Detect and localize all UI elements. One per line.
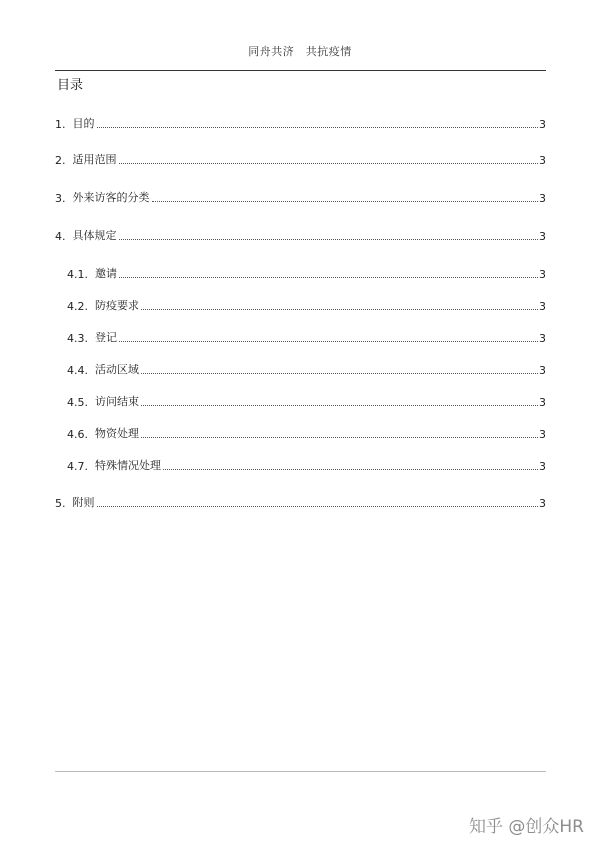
- toc-entry-page: 3: [539, 460, 546, 473]
- toc-entry-3[interactable]: [55, 189, 546, 205]
- page-header-title: 同舟共济 共抗疫情: [248, 45, 352, 58]
- toc-entry-2[interactable]: [55, 151, 546, 167]
- toc-entry-number: 4.2.: [67, 300, 95, 313]
- toc-entry-number: 3.: [55, 192, 73, 205]
- toc-entry-page: 3: [539, 230, 546, 243]
- toc-entry-label: 活动区域: [94, 363, 139, 376]
- toc-entry-label: 邀请: [94, 267, 117, 280]
- toc-entry-label: 外来访客的分类: [72, 191, 150, 204]
- toc-entry-number: 1.: [55, 118, 73, 131]
- toc-entry-page: 3: [539, 396, 546, 409]
- toc-entry-1[interactable]: [55, 115, 546, 131]
- toc-dot-leader: [119, 239, 539, 240]
- toc-entry-label: 适用范围: [72, 153, 117, 166]
- toc-entry-number: 4.1.: [67, 268, 95, 281]
- toc-entry-4-6[interactable]: [67, 425, 546, 441]
- toc-entry-label: 特殊情况处理: [94, 459, 161, 472]
- toc-dot-leader: [97, 506, 539, 507]
- toc-entry-4-5[interactable]: [67, 393, 546, 409]
- toc-entry-page: 3: [539, 192, 546, 205]
- toc-dot-leader: [141, 437, 538, 438]
- toc-dot-leader: [119, 341, 538, 342]
- toc-entry-number: 4.5.: [67, 396, 95, 409]
- toc-entry-label: 目的: [72, 117, 95, 130]
- toc-entry-number: 4.7.: [67, 460, 95, 473]
- toc-entry-page: 3: [539, 154, 546, 167]
- toc-entry-4-3[interactable]: [67, 329, 546, 345]
- toc-entry-4-4[interactable]: [67, 361, 546, 377]
- toc-entry-page: 3: [539, 497, 546, 510]
- toc-entry-page: 3: [539, 364, 546, 377]
- toc-entry-number: 4.4.: [67, 364, 95, 377]
- toc-dot-leader: [163, 469, 538, 470]
- toc-entry-4-2[interactable]: [67, 297, 546, 313]
- toc-entry-4-1[interactable]: [67, 265, 546, 281]
- toc-entry-4-7[interactable]: [67, 457, 546, 473]
- toc-dot-leader: [152, 201, 539, 202]
- toc-entry-page: 3: [539, 268, 546, 281]
- footer-divider: [55, 771, 546, 772]
- toc-entry-5[interactable]: [55, 494, 546, 510]
- toc-entry-number: 4.6.: [67, 428, 95, 441]
- toc-entry-label: 附则: [72, 496, 95, 509]
- toc-dot-leader: [141, 373, 538, 374]
- toc-dot-leader: [141, 309, 538, 310]
- toc-dot-leader: [119, 163, 539, 164]
- header-divider: [55, 70, 546, 71]
- toc-entry-page: 3: [539, 428, 546, 441]
- toc-dot-leader: [141, 405, 538, 406]
- watermark-text: 知乎 @创众HR: [469, 817, 584, 837]
- toc-entry-page: 3: [539, 300, 546, 313]
- toc-entry-label: 物资处理: [94, 427, 139, 440]
- toc-entry-number: 2.: [55, 154, 73, 167]
- toc-entry-label: 访问结束: [94, 395, 139, 408]
- toc-entry-label: 防疫要求: [94, 299, 139, 312]
- toc-entry-4[interactable]: [55, 227, 546, 243]
- toc-heading: 目录: [57, 78, 84, 93]
- toc-entry-label: 具体规定: [72, 229, 117, 242]
- toc-entry-page: 3: [539, 118, 546, 131]
- toc-entry-number: 4.: [55, 230, 73, 243]
- toc-entry-number: 5.: [55, 497, 73, 510]
- toc-entry-page: 3: [539, 332, 546, 345]
- toc-dot-leader: [97, 127, 539, 128]
- toc-entry-number: 4.3.: [67, 332, 95, 345]
- toc-entry-label: 登记: [94, 331, 117, 344]
- toc-dot-leader: [119, 277, 538, 278]
